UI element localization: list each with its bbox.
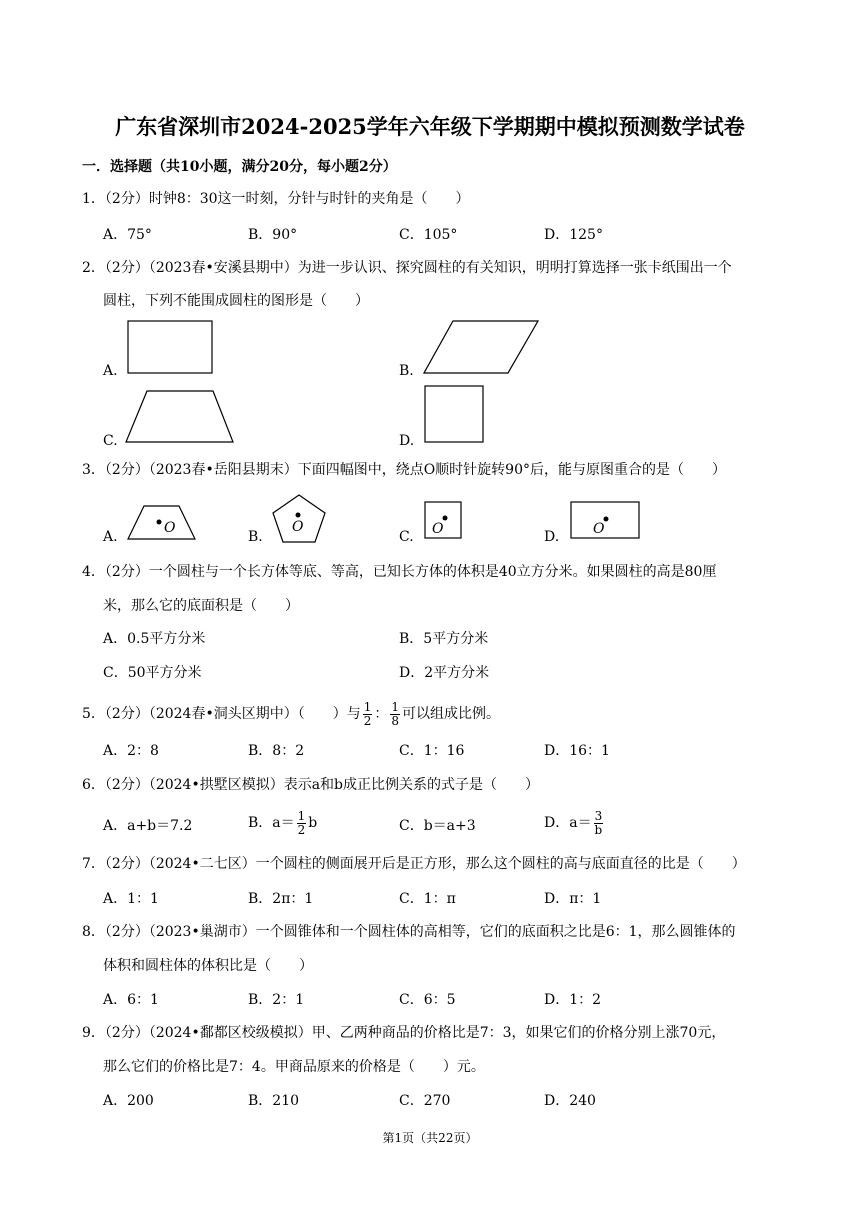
q3-square-figure	[424, 501, 464, 541]
q7-option-c: C．1：π	[399, 891, 456, 907]
q3-point-label-b: O	[292, 519, 304, 535]
q3-label-a: A.	[103, 529, 118, 545]
q7-option-d: D．π：1	[544, 891, 602, 907]
q1-option-b: B．90°	[248, 227, 298, 243]
q7-stem: 7．（2分）（2024•二七区）一个圆柱的侧面展开后是正方形，那么这个圆柱的高与底面直径的比是（ ）	[82, 856, 746, 872]
q1-option-c: C．105°	[399, 227, 458, 243]
q2-stem-line1: 2．（2分）（2023春•安溪县期中）为进一步认识、探究圆柱的有关知识，明明打算选择一张卡纸围出一个	[82, 260, 732, 276]
q6-option-d: D．a＝ $\frac{3}{b}$	[544, 808, 603, 837]
section-heading: 一．选择题（共10小题，满分20分，每小题2分）	[82, 159, 397, 175]
q5-option-a: A．2：8	[103, 743, 159, 759]
q1-option-a: A．75°	[103, 227, 152, 243]
q3-stem: 3．（2分）（2023春•岳阳县期末）下面四幅图中，绕点O顺时针旋转90°后，能与原图重合的是（ ）	[82, 462, 726, 478]
q5-fraction-2: $\frac{1}{8}$	[391, 699, 399, 728]
q8-stem-line1: 8．（2分）（2023•巢湖市）一个圆锥体和一个圆柱体的高相等，它们的底面积之比是6：1，那么圆锥体的	[82, 924, 736, 940]
q2-label-a: A.	[103, 363, 118, 379]
q4-option-a: A．0.5平方分米	[103, 631, 206, 647]
q2-label-d: D.	[399, 433, 415, 449]
q2-square-figure	[424, 385, 486, 445]
q5-fraction-1: $\frac{1}{2}$	[363, 699, 372, 728]
q3-label-c: C.	[399, 529, 414, 545]
q8-option-b: B．2：1	[248, 992, 305, 1008]
q9-stem-line1: 9．（2分）（2024•鄱都区校级模拟）甲、乙两种商品的价格比是7：3，如果它们的价格分别上涨70元，	[82, 1025, 726, 1041]
page-title: 广东省深圳市2024-2025学年六年级下学期期中模拟预测数学试卷	[115, 114, 745, 139]
q8-stem-line2: 体积和圆柱体的体积比是（ ）	[103, 958, 313, 974]
q9-option-b: B．210	[248, 1093, 300, 1109]
q1-option-d: D．125°	[544, 227, 603, 243]
q6-option-b: B．a＝ $\frac{1}{2}$ b	[248, 808, 318, 837]
q6-stem: 6．（2分）（2024•拱墅区模拟）表示a和b成正比例关系的式子是（ ）	[82, 777, 540, 793]
q5-option-c: C．1：16	[399, 743, 465, 759]
q3-label-b: B.	[248, 529, 263, 545]
q9-option-a: A．200	[103, 1093, 154, 1109]
q3-point-label-d: O	[593, 521, 605, 537]
q5-stem: 5．（2分）（2024春•洞头区期中）（ ）与 $\frac{1}{2}$ ： $\frac{1}{8}$ 可以组成比例。	[82, 699, 500, 728]
q6-option-a: A．a+b＝7.2	[103, 818, 193, 834]
q4-option-c: C．50平方分米	[103, 665, 202, 681]
q8-option-c: C．6：5	[399, 992, 456, 1008]
q2-rectangle-figure	[127, 320, 215, 376]
q3-rectangle-figure	[570, 501, 642, 541]
q5-stem-start: 5．（2分）（2024春•洞头区期中）（ ）与	[82, 706, 361, 722]
q2-label-b: B.	[399, 363, 414, 379]
q7-option-a: A．1：1	[103, 891, 159, 907]
page-footer: 第1页（共22页）	[382, 1131, 478, 1145]
q5-stem-end: 可以组成比例。	[401, 706, 500, 722]
q4-stem-line1: 4．（2分）一个圆柱与一个长方体等底、等高，已知长方体的体积是40立方分米。如果圆柱的高是80厘	[82, 564, 717, 580]
q5-option-d: D．16：1	[544, 743, 610, 759]
q2-trapezoid-figure	[125, 390, 235, 444]
q4-stem-line2: 米，那么它的底面积是（ ）	[103, 598, 299, 614]
q9-option-d: D．240	[544, 1093, 596, 1109]
q2-stem-line2: 圆柱，下列不能围成圆柱的图形是（ ）	[103, 293, 369, 309]
q5-option-b: B．8：2	[248, 743, 305, 759]
q1-stem: 1．（2分）时钟8：30这一时刻，分针与时针的夹角是（ ）	[82, 191, 470, 207]
q3-point-label-a: O	[164, 520, 176, 536]
q3-pentagon-figure	[272, 493, 328, 545]
q3-label-d: D.	[544, 529, 560, 545]
q6-option-c: C．b＝a+3	[399, 818, 476, 834]
q3-trapezoid-figure	[127, 505, 197, 541]
q8-option-a: A．6：1	[103, 992, 159, 1008]
q9-stem-line2: 那么它们的价格比是7：4。甲商品原来的价格是（ ）元。	[103, 1059, 485, 1075]
q7-option-b: B．2π：1	[248, 891, 314, 907]
q4-option-d: D．2平方分米	[399, 665, 490, 681]
q2-parallelogram-figure	[423, 320, 541, 376]
q4-option-b: B．5平方分米	[399, 631, 489, 647]
q3-point-label-c: O	[432, 521, 444, 537]
q2-label-c: C.	[103, 433, 118, 449]
q9-option-c: C．270	[399, 1093, 451, 1109]
q6-option-b-fraction: $\frac{1}{2}$	[297, 808, 306, 837]
q6-option-d-fraction: $\frac{3}{b}$	[594, 808, 603, 837]
q8-option-d: D．1：2	[544, 992, 602, 1008]
